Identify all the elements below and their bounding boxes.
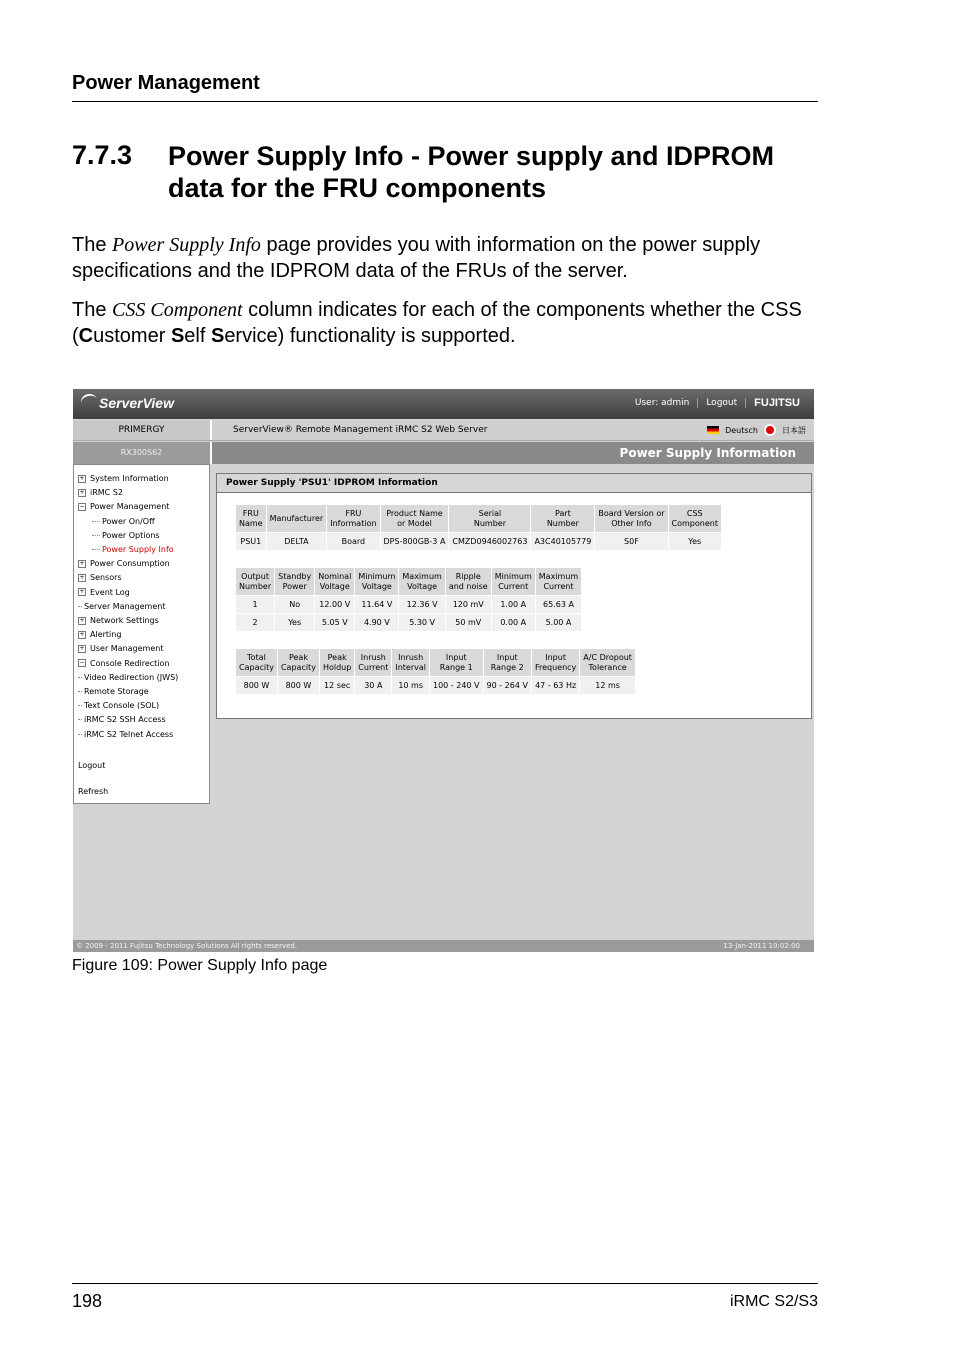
paragraph-2: The CSS Component column indicates for each of the components whether the CSS (Customer Self Service) functionality is supported. — [72, 299, 802, 347]
column-header: FRU Name — [236, 505, 266, 533]
column-header: Minimum Current — [491, 568, 535, 596]
section-number: 7.7.3 — [72, 140, 133, 170]
sidebar-item-label: Network Settings — [90, 616, 159, 625]
sidebar-item-text-console-sol[interactable] — [78, 701, 159, 710]
table-cell: 5.30 V — [399, 614, 445, 632]
sidebar-item-event-log[interactable] — [78, 588, 130, 597]
table-cell: 5.05 V — [315, 614, 355, 632]
copyright: © 2009 - 2011 Fujitsu Technology Solutions All rights reserved. — [76, 942, 298, 950]
table-cell: A3C40105779 — [531, 533, 595, 551]
tree-line-icon — [78, 691, 82, 692]
table-cell: Board — [327, 533, 380, 551]
timestamp: 13-Jan-2011 10:02:00 — [723, 942, 800, 950]
sidebar-item-label: System Information — [90, 474, 169, 483]
sidebar-item-label: Remote Storage — [84, 687, 149, 696]
expand-icon[interactable]: + — [79, 644, 85, 652]
column-header: Part Number — [531, 505, 595, 533]
sidebar-item-server-management[interactable] — [78, 602, 165, 611]
column-header: Manufacturer — [266, 505, 327, 533]
user-label: User: admin — [627, 398, 698, 408]
tree-line-icon — [78, 705, 82, 706]
sidebar-item-label: Video Redirection (JWS) — [84, 672, 179, 682]
top-right-links — [627, 397, 808, 409]
term-power-supply-info: Power Supply Info — [112, 234, 261, 256]
sidebar-item-system-information[interactable] — [78, 474, 169, 483]
german-flag-icon — [707, 426, 719, 434]
lang-deutsch-link[interactable]: Deutsch — [725, 425, 758, 435]
sidebar-item-label: iRMC S2 Telnet Access — [84, 729, 174, 739]
fru-table — [236, 505, 722, 550]
expand-icon[interactable]: + — [79, 559, 85, 567]
product-bar — [73, 420, 814, 441]
sidebar-item-label: Text Console (SOL) — [84, 701, 160, 711]
table-row — [236, 596, 582, 614]
table-row — [236, 614, 582, 632]
primergy-label: PRIMERGY — [73, 420, 212, 440]
table-cell: 800 W — [277, 677, 319, 695]
lang-japanese-link[interactable]: 日本語 — [782, 425, 806, 435]
sidebar-logout-link[interactable]: Logout — [78, 761, 106, 770]
swoosh-icon — [79, 392, 98, 410]
sidebar-item-label: Power Supply Info — [102, 545, 174, 554]
table-cell: Yes — [275, 614, 315, 632]
document-name: iRMC S2/S3 — [729, 1293, 818, 1310]
table-cell: 12.00 V — [315, 596, 355, 614]
column-header: Maximum Voltage — [399, 568, 445, 596]
column-header: Peak Holdup — [319, 649, 354, 677]
host-name: RX300S62 — [73, 442, 212, 464]
ui-footer — [73, 940, 814, 952]
table-cell: 800 W — [236, 677, 277, 695]
tree-line-icon — [92, 535, 100, 536]
sidebar-item-label: Power Options — [102, 530, 160, 540]
output-table — [236, 568, 582, 631]
sidebar-item-power-options[interactable] — [92, 531, 160, 540]
column-header: Board Version or Other Info — [595, 505, 668, 533]
japanese-flag-icon — [764, 424, 776, 436]
sidebar-item-alerting[interactable] — [78, 630, 121, 639]
column-header: Serial Number — [449, 505, 531, 533]
column-header: FRU Information — [327, 505, 380, 533]
paragraph-1: The Power Supply Info page provides you with information on the power supply specifications and the IDPROM data of the FRUs of the server. — [72, 234, 761, 282]
table-cell: 0.00 A — [491, 614, 535, 632]
column-header: Inrush Current — [355, 649, 392, 677]
sidebar-item-label: iRMC S2 — [90, 488, 123, 498]
language-selector — [707, 424, 806, 436]
fujitsu-logo: FUJITSU — [754, 397, 800, 409]
table-cell: 30 A — [355, 677, 392, 695]
sidebar-item-video-redirection-jws[interactable] — [78, 673, 178, 682]
sidebar-item-label: Console Redirection — [90, 658, 170, 668]
server-title: ServerView® Remote Management iRMC S2 Web Server — [233, 425, 488, 435]
header-rule — [72, 101, 818, 102]
table-cell: 11.64 V — [355, 596, 399, 614]
sidebar-item-label: iRMC S2 SSH Access — [84, 715, 166, 725]
table-cell: 50 mV — [445, 614, 491, 632]
content-panel — [216, 473, 812, 719]
expand-icon[interactable]: + — [79, 630, 85, 638]
expand-icon[interactable]: + — [79, 616, 85, 624]
page-number: 198 — [72, 1291, 103, 1311]
sidebar-refresh-link[interactable]: Refresh — [78, 787, 109, 796]
column-header: Input Range 1 — [429, 649, 483, 677]
table-cell: 12.36 V — [399, 596, 445, 614]
table-cell: 10 ms — [392, 677, 430, 695]
sidebar-item-user-management[interactable] — [78, 644, 163, 653]
expand-icon[interactable]: + — [79, 474, 85, 482]
running-head: Power Management — [72, 72, 260, 94]
table-row — [236, 677, 635, 695]
web-ui-screenshot — [73, 389, 814, 952]
table-cell: CMZD0946002763 — [449, 533, 531, 551]
sidebar-item-irmc-s2-ssh-access[interactable] — [78, 715, 166, 724]
column-header: CSS Component — [668, 505, 721, 533]
sidebar-item-power-consumption[interactable] — [78, 559, 170, 568]
column-header: Minimum Voltage — [355, 568, 399, 596]
tree-line-icon — [78, 677, 82, 678]
table-row — [236, 533, 721, 551]
column-header: Peak Capacity — [277, 649, 319, 677]
logout-button[interactable]: Logout — [698, 398, 746, 408]
sidebar-item-power-management[interactable] — [78, 502, 169, 511]
tree-line-icon — [78, 734, 82, 735]
sidebar-item-sensors[interactable] — [78, 573, 122, 582]
column-header: Output Number — [236, 568, 275, 596]
column-header: Input Frequency — [531, 649, 579, 677]
tree-line-icon — [92, 521, 100, 522]
column-header: Total Capacity — [236, 649, 277, 677]
sidebar-item-irmc-s2-telnet-access[interactable] — [78, 730, 173, 739]
term-css-component: CSS Component — [112, 299, 243, 321]
sidebar-item-label: Alerting — [90, 630, 122, 640]
table-cell: 1 — [236, 596, 275, 614]
sidebar-nav — [73, 464, 210, 804]
table-cell: DPS-800GB-3 A — [380, 533, 449, 551]
tree-line-icon — [92, 549, 100, 550]
sidebar-item-remote-storage[interactable] — [78, 687, 149, 696]
table-cell: 90 - 264 V — [483, 677, 531, 695]
tree-line-icon — [78, 719, 82, 720]
sidebar-item-label: Server Management — [84, 601, 166, 611]
column-header: Inrush Interval — [392, 649, 430, 677]
table-cell: 1.00 A — [491, 596, 535, 614]
sidebar-item-power-on-off[interactable] — [92, 517, 155, 526]
sidebar-item-label: Event Log — [90, 587, 130, 597]
sidebar-item-label: Power Management — [90, 502, 170, 512]
column-header: Ripple and noise — [445, 568, 491, 596]
table-cell: 5.00 A — [535, 614, 581, 632]
table-cell: 47 - 63 Hz — [531, 677, 579, 695]
tree-line-icon — [78, 606, 82, 607]
table-cell: S0F — [595, 533, 668, 551]
table-cell: 12 ms — [580, 677, 636, 695]
table-cell: No — [275, 596, 315, 614]
sidebar-item-label: User Management — [90, 644, 164, 654]
top-bar — [73, 389, 814, 419]
expand-icon[interactable]: + — [79, 488, 85, 496]
capacity-table — [236, 649, 636, 694]
table-cell: Yes — [668, 533, 721, 551]
table-cell: PSU1 — [236, 533, 266, 551]
sidebar-item-label: Power Consumption — [90, 559, 170, 569]
column-header: A/C Dropout Tolerance — [580, 649, 636, 677]
table-cell: 12 sec — [319, 677, 354, 695]
serverview-logo: ServerView — [81, 394, 174, 411]
page-title: Power Supply Information — [619, 446, 796, 460]
sidebar-item-network-settings[interactable] — [78, 616, 159, 625]
table-cell: 2 — [236, 614, 275, 632]
table-cell: 100 - 240 V — [429, 677, 483, 695]
footer-rule — [72, 1283, 818, 1284]
sidebar-item-console-redirection[interactable] — [78, 659, 169, 668]
expand-icon[interactable]: + — [79, 573, 85, 581]
table-cell: 65.63 A — [535, 596, 581, 614]
column-header: Product Name or Model — [380, 505, 449, 533]
column-header: Input Range 2 — [483, 649, 531, 677]
collapse-icon[interactable]: − — [79, 502, 85, 510]
sidebar-item-power-supply-info[interactable] — [92, 545, 174, 554]
panel-title: Power Supply 'PSU1' IDPROM Information — [217, 474, 811, 493]
table-cell: 120 mV — [445, 596, 491, 614]
table-cell: 4.90 V — [355, 614, 399, 632]
title-bar — [73, 442, 814, 464]
column-header: Nominal Voltage — [315, 568, 355, 596]
collapse-icon[interactable]: − — [79, 659, 85, 667]
figure-caption: Figure 109: Power Supply Info page — [72, 957, 328, 974]
section-title: Power Supply Info - Power supply and IDPROM data for the FRU components — [168, 141, 775, 203]
sidebar-item-label: Sensors — [90, 573, 122, 583]
sidebar-item-irmc-s2[interactable] — [78, 488, 123, 497]
column-header: Maximum Current — [535, 568, 581, 596]
expand-icon[interactable]: + — [79, 588, 85, 596]
table-cell: DELTA — [266, 533, 327, 551]
column-header: Standby Power — [275, 568, 315, 596]
sidebar-item-label: Power On/Off — [102, 516, 155, 526]
